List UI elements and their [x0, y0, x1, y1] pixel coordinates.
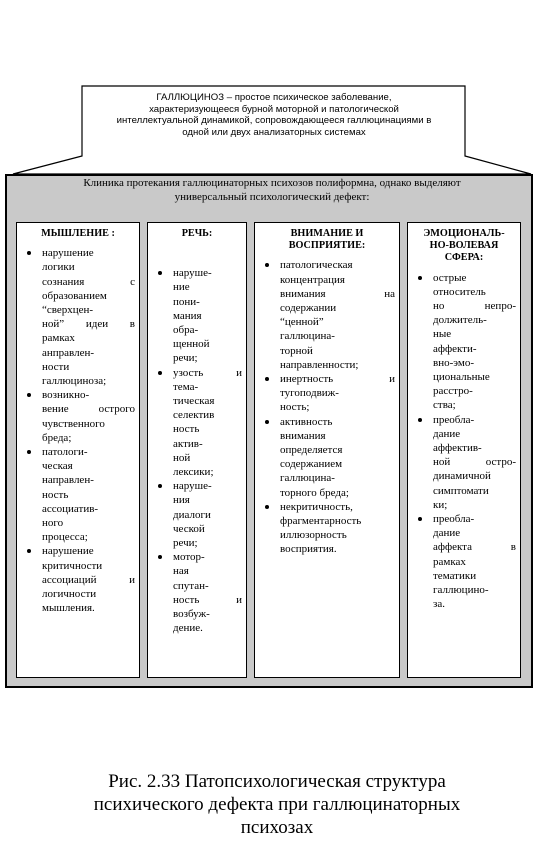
column-title-line: ВОСПРИЯТИЕ: [288, 240, 366, 252]
list-item-line: нарушение [42, 247, 94, 260]
list-item [255, 372, 399, 415]
column-title [255, 228, 399, 252]
list-item-line: рамках [433, 555, 466, 568]
callout-arrow-shape [0, 0, 554, 176]
list-item-line: обра- [173, 324, 199, 337]
top-callout [0, 0, 554, 175]
list-item [17, 388, 139, 445]
list-item-line: ние [173, 281, 190, 294]
column-title-line: НО-ВОЛЕВАЯ [429, 240, 499, 252]
list-item-line: дание [433, 527, 461, 540]
list-item-line: речи; [173, 352, 198, 365]
list-item [17, 544, 139, 615]
list-item-line: ческая [42, 460, 73, 473]
list-item-line: дение. [173, 622, 203, 635]
list-item-line: восприятия. [280, 543, 337, 556]
column-attention-perception [254, 222, 400, 678]
column-title-line: МЫШЛЕНИЕ : [41, 228, 115, 239]
list-item-line: ния [173, 494, 190, 507]
list-item-line: аффектив- [433, 442, 482, 455]
list-item-line: направленности; [280, 358, 359, 371]
list-item-line: определяется [280, 444, 343, 457]
list-item-line: содержании [280, 302, 337, 315]
list-item-line: активность [280, 415, 333, 428]
list-item-line: дание [433, 427, 461, 440]
list-item-line: ность [42, 488, 69, 501]
list-item-line: тугоподвиж- [280, 387, 339, 400]
list-item-line: галлюцино- [433, 584, 489, 597]
list-item-line: торной [280, 344, 313, 357]
definition-line: характеризующееся бурной моторной и патологической [149, 103, 399, 115]
list-item-line: ности [42, 360, 70, 373]
list-item-line: ной остро- [433, 456, 516, 469]
list-item-line: аффекта в [433, 541, 516, 554]
list-item-line: преобла- [433, 413, 475, 426]
list-item-line: внимания на [280, 287, 395, 300]
list-item-line: за. [433, 598, 445, 611]
list-item-line: “сверхцен- [42, 304, 94, 317]
list-item-line: патологи- [42, 446, 88, 459]
definition-line: интеллектуальной динамикой, сопровождающееся галлюцинациями в [116, 115, 432, 127]
list-item-line: актив- [173, 437, 203, 450]
list-item-line: ность; [280, 401, 310, 414]
list-item-line: ность и [173, 593, 242, 606]
list-item-line: острые [433, 271, 467, 284]
list-item-line: ной [173, 451, 191, 464]
list-item-line: нарушение [42, 545, 94, 558]
list-item-line: некритичность, [280, 500, 353, 513]
list-item-line: преобла- [433, 513, 475, 526]
list-item-line: вно-эмо- [433, 356, 474, 369]
list-item-line: внимания [280, 429, 326, 442]
list-item-line: чувственного [42, 417, 105, 430]
list-item-line: ность [173, 423, 200, 436]
column-emotional-volitional [407, 222, 521, 678]
list-item-line: ного [42, 517, 64, 530]
column-thinking [16, 222, 140, 678]
list-item-line: речи; [173, 537, 198, 550]
column-title-line: СФЕРА: [444, 252, 484, 264]
caption-line: психического дефекта при галлюцинаторных [93, 794, 461, 815]
list-item-line: щенной [173, 338, 210, 351]
column-title-line: ЭМОЦИОНАЛЬ- [423, 228, 505, 239]
list-item-line: логики [42, 261, 75, 274]
list-item-line: наруше- [173, 267, 212, 280]
list-item-line: вение острого [42, 403, 135, 416]
list-item-line: динамичной [433, 470, 491, 483]
list-item-line: “ценной” [280, 316, 324, 329]
list-item-line: селектив [173, 409, 215, 422]
column-list [408, 271, 520, 612]
list-item [408, 271, 520, 413]
list-item-line: ства; [433, 399, 456, 412]
column-title-line: РЕЧЬ: [181, 228, 213, 239]
list-item-line: мотор- [173, 551, 205, 564]
column-title [408, 228, 520, 265]
caption-line: Рис. 2.33 Патопсихологическая структура [108, 771, 446, 792]
figure-caption [0, 770, 554, 839]
list-item-line: циональные [433, 371, 490, 384]
heading-line: универсальный психологический дефект: [174, 190, 370, 203]
list-item-line: галлюцина- [280, 330, 335, 343]
list-item-line: симптомати [433, 484, 489, 497]
list-item-line: направлен- [42, 474, 94, 487]
list-item [255, 415, 399, 500]
list-item-line: мания [173, 309, 202, 322]
list-item-line: возбуж- [173, 608, 210, 621]
list-item-line: торного бреда; [280, 486, 349, 499]
list-item-line: ассоциаций и [42, 573, 135, 586]
list-item [148, 266, 246, 365]
list-item-line: тематики [433, 569, 477, 582]
list-item-line: галлюцина- [280, 472, 335, 485]
list-item-line: инертность и [280, 373, 395, 386]
list-item [408, 512, 520, 611]
list-item [148, 366, 246, 480]
list-item-line: узость и [173, 366, 242, 379]
list-item-line: патологическая [280, 259, 353, 272]
list-item-line: ная [173, 565, 189, 578]
list-item [148, 550, 246, 635]
list-item-line: спутан- [173, 579, 209, 592]
column-list [17, 246, 139, 615]
list-item-line: лексики; [173, 466, 214, 479]
column-title-line: ВНИМАНИЕ И [290, 228, 364, 239]
caption-line: психозах [240, 817, 314, 838]
list-item-line: должитель- [433, 314, 487, 327]
definition-line: одной или двух анализаторных системах [182, 126, 366, 138]
list-item-line: рамках [42, 332, 75, 345]
list-item [17, 246, 139, 388]
column-list [255, 258, 399, 556]
list-item-line: содержанием [280, 458, 343, 471]
list-item-line: ки; [433, 498, 448, 511]
list-item-line: но непро- [433, 300, 516, 313]
list-item-line: иллюзорность [280, 529, 347, 542]
list-item-line: анправлен- [42, 346, 95, 359]
list-item-line: фрагментарность [280, 515, 362, 528]
column-speech [147, 222, 247, 678]
list-item [148, 479, 246, 550]
list-item-line: ассоциатив- [42, 502, 99, 515]
list-item-line: диалоги [173, 508, 211, 521]
list-item-line: концентрация [280, 273, 345, 286]
definition-line: ГАЛЛЮЦИНОЗ – простое психическое заболевание, [156, 92, 392, 103]
column-list [148, 266, 246, 635]
list-item-line: галлюциноза; [42, 375, 107, 388]
list-item-line: возникно- [42, 389, 90, 402]
list-item-line: ческой [173, 522, 205, 535]
list-item-line: пони- [173, 295, 200, 308]
column-title [148, 228, 246, 240]
clinic-heading [22, 177, 522, 204]
list-item-line: тическая [173, 395, 215, 408]
list-item [255, 258, 399, 372]
list-item-line: критичности [42, 559, 103, 572]
column-title [17, 228, 139, 240]
list-item-line: процесса; [42, 531, 88, 544]
list-item-line: мышления. [42, 602, 95, 615]
list-item [17, 445, 139, 544]
list-item-line: аффекти- [433, 342, 477, 355]
list-item-line: ные [433, 328, 452, 341]
galluzinoz-definition [88, 92, 460, 138]
list-item [408, 413, 520, 512]
list-item-line: ной” идеи в [42, 318, 135, 331]
list-item-line: бреда; [42, 431, 72, 444]
list-item-line: сознания с [42, 275, 135, 288]
heading-line: Клиника протекания галлюцинаторных психозов полиформна, однако выделяют [83, 177, 461, 189]
list-item-line: тема- [173, 380, 199, 393]
list-item-line: расстро- [433, 385, 473, 398]
list-item-line: образованием [42, 289, 107, 302]
list-item-line: наруше- [173, 480, 212, 493]
list-item-line: относитель [433, 285, 486, 298]
list-item-line: логичности [42, 588, 97, 601]
list-item [255, 500, 399, 557]
